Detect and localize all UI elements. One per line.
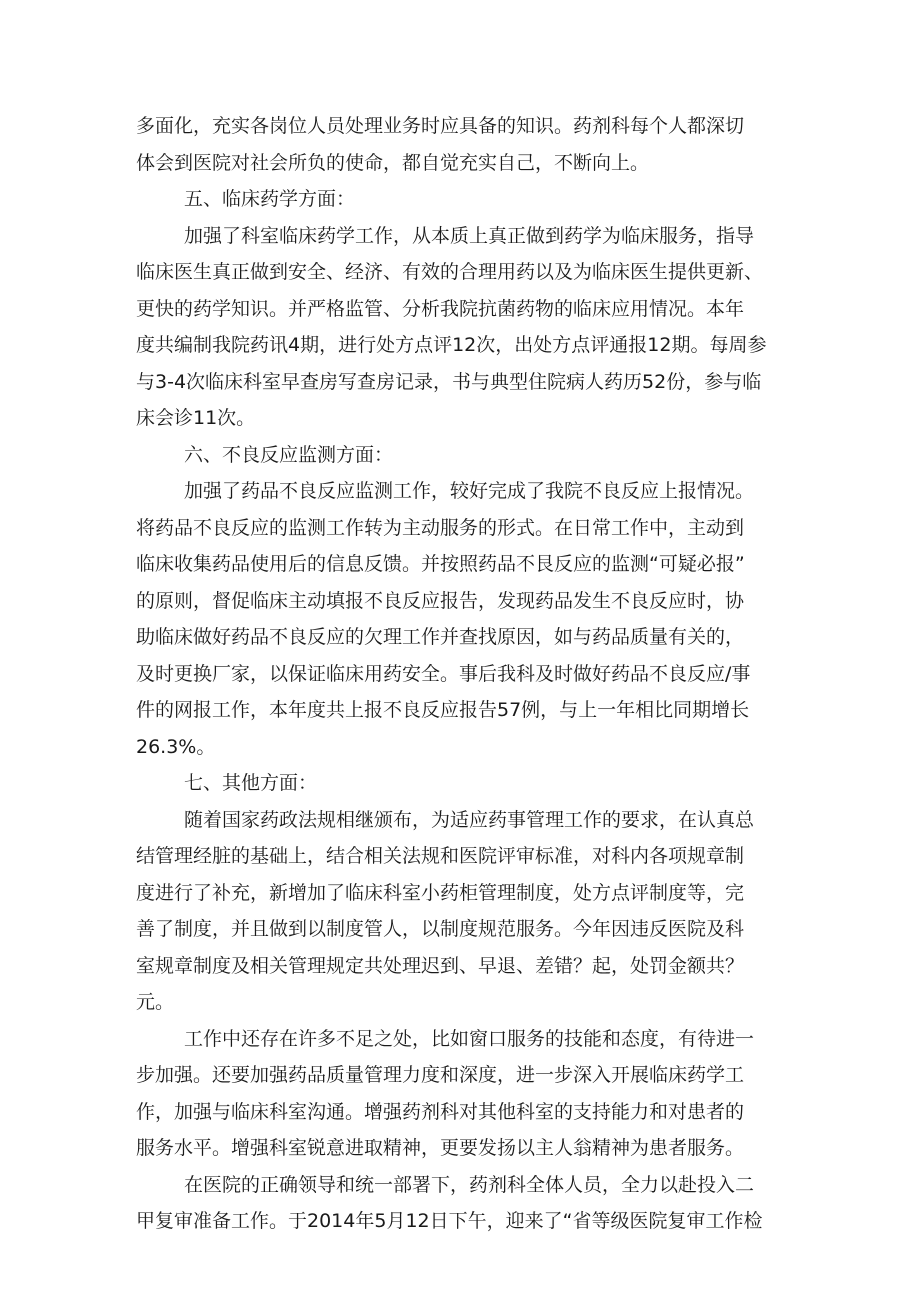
text-line: 更快的药学知识。并严格监管、分析我院抗菌药物的临床应用情况。本年: [136, 297, 745, 320]
text-line: 结管理经脏的基础上，结合相关法规和医院评审标准，对科内各项规章制: [136, 845, 745, 867]
paragraph: [136, 1021, 784, 1167]
text-line: 将药品不良反应的监测工作转为主动服务的形式。在日常工作中，主动到: [136, 516, 745, 539]
text-line: 甲复审准备工作。于2014年5月12日下午，迎来了“省等级医院复审工作检: [136, 1210, 763, 1232]
text-line: 五、临床药学方面：: [184, 188, 356, 210]
text-line: 作，加强与临床科室沟通。增强药剂科对其他科室的支持能力和对患者的: [136, 1100, 745, 1123]
text-line: 件的网报工作，本年度共上报不良反应报告57例，与上一年相比同期增长: [136, 699, 750, 721]
paragraph: [136, 437, 784, 474]
text-line: 26.3%。: [136, 735, 216, 758]
text-line: 床会诊11次。: [136, 407, 256, 429]
text-line: 工作中还存在许多不足之处，比如窗口服务的技能和态度，有待进一: [184, 1027, 755, 1050]
text-line: 多面化，充实各岗位人员处理业务时应具备的知识。药剂科每个人都深切: [136, 115, 745, 137]
paragraph: [136, 473, 784, 765]
text-line: 六、不良反应监测方面：: [184, 443, 394, 466]
text-line: 度进行了补充，新增加了临床科室小药柜管理制度，处方点评制度等，完: [136, 881, 745, 904]
text-line: 助临床做好药品不良反应的欠理工作并查找原因，如与药品质量有关的，: [136, 626, 745, 648]
document-page: [136, 108, 784, 1240]
text-line: 随着国家药政法规相继颁布，为适应药事管理工作的要求，在认真总: [184, 808, 755, 831]
paragraph: [136, 108, 784, 181]
text-line: 与3-4次临床科室早查房写查房记录，书与典型住院病人药历52份，参与临: [136, 370, 762, 393]
text-line: 室规章制度及相关管理规定共处理迟到、早退、差错？起，处罚金额共？: [136, 954, 745, 977]
paragraph: [136, 1167, 784, 1240]
paragraph: [136, 765, 784, 802]
text-line: 步加强。还要加强药品质量管理力度和深度，进一步深入开展临床药学工: [136, 1064, 745, 1086]
paragraph: [136, 802, 784, 1021]
text-line: 临床收集药品使用后的信息反馈。并按照药品不艮反应的监测“可疑必报”: [136, 553, 745, 575]
text-line: 在医院的正确领导和统一部署下，药剂科全体人员，全力以赴投入二: [184, 1173, 755, 1196]
text-line: 加强了科室临床药学工作，从本质上真正做到药学为临床服务，指导: [184, 224, 755, 247]
text-line: 体会到医院对社会所负的使命，都自觉充实自己，不断向上。: [136, 151, 650, 174]
text-line: 临床医生真正做到安全、经济、有效的合理用药以及为临床医生提供更新、: [136, 261, 764, 283]
paragraph: [136, 181, 784, 218]
text-line: 度共编制我院药讯4期，进行处方点评12次，出处方点评通报12期。每周参: [136, 334, 767, 356]
text-line: 七、其他方面：: [184, 772, 318, 794]
text-line: 加强了药品不良反应监测工作，较好完成了我院不良反应上报情况。: [184, 480, 755, 502]
text-line: 善了制度，并且做到以制度管人，以制度规范服务。今年因违反医院及科: [136, 918, 745, 940]
text-line: 及时更换厂家，以保证临床用药安全。事后我科及时做好药品不良反应/事: [136, 662, 751, 685]
text-line: 元。: [136, 991, 175, 1013]
text-line: 服务水平。增强科室锐意进取精神，更要发扬以主人翁精神为患者服务。: [136, 1137, 745, 1159]
paragraph: [136, 218, 784, 437]
text-line: 的原则，督促临床主动填报不良反应报告，发现药品发生不良反应时，协: [136, 589, 745, 612]
